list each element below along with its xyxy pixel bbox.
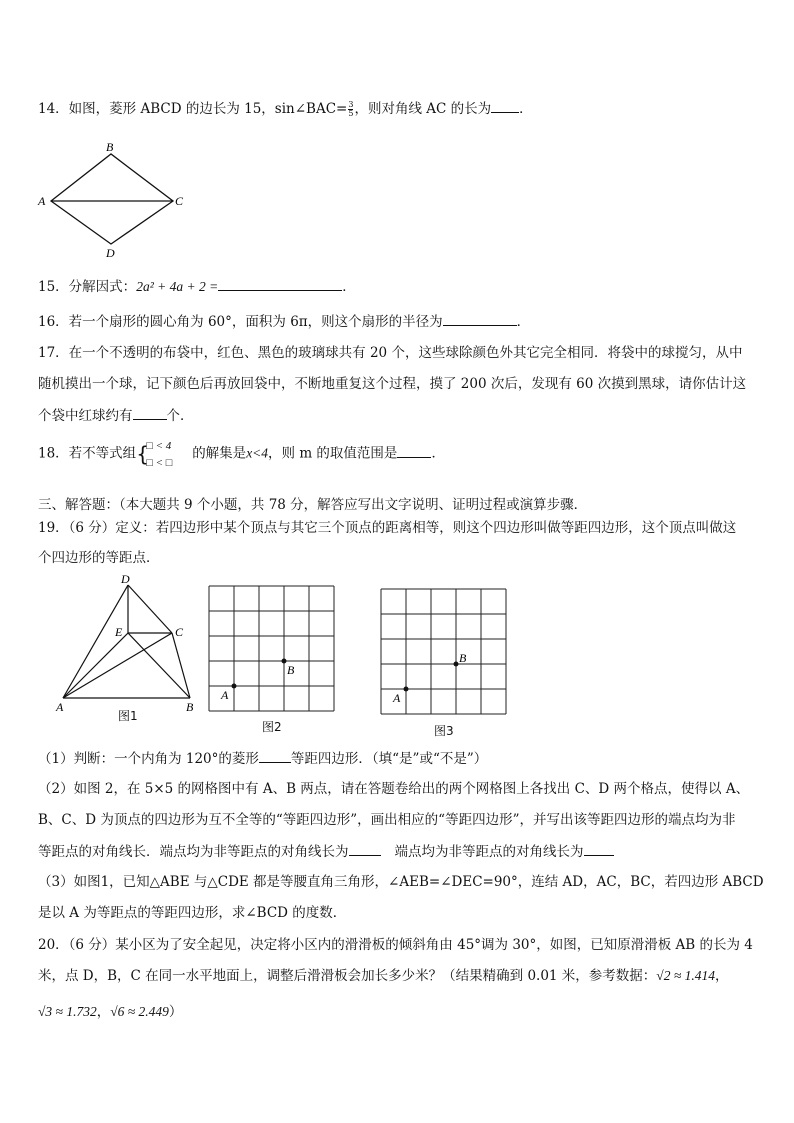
q18-answer-blank[interactable] <box>397 444 431 458</box>
fig3-point-a <box>404 687 409 692</box>
q18-text: 18．若不等式组 { □ < 4 □ < □ 的解集是x<4，则 m 的取值范围是 ． <box>38 439 445 469</box>
q17-line3: 个袋中红球约有 个． <box>38 408 194 424</box>
fig1-label-b: B <box>186 700 194 714</box>
figure1-caption: 图1 <box>118 709 138 723</box>
q15-answer-blank[interactable] <box>218 277 342 291</box>
rhombus-abcd <box>51 154 173 244</box>
fig3-label-a: A <box>393 691 401 705</box>
fig1-label-a: A <box>56 700 64 714</box>
solution-set: x<4 <box>246 445 269 461</box>
q19-diagonal-blank-1[interactable] <box>349 842 381 856</box>
left-brace: { <box>136 442 149 466</box>
inequality-row1: □ < 4 <box>146 440 172 452</box>
sqrt6-approx: √6 ≈ 2.449 <box>110 1004 169 1019</box>
fig1-label-c: C <box>175 625 184 639</box>
fig2-point-b <box>282 659 287 664</box>
q17-line2: 随机摸出一个球，记下颜色后再放回袋中，不断地重复这个过程，摸了 200 次后，发现有 60 次摸到黑球，请你估计这 <box>38 376 747 392</box>
fig3-label-b: B <box>459 651 467 665</box>
q16-answer-blank[interactable] <box>443 312 517 326</box>
q20-line1: 20．（6 分）某小区为了安全起见，决定将小区内的滑滑板的倾斜角由 45°调为 30°，如图，已知原滑滑板 AB 的长为 4 <box>38 937 753 953</box>
q14-answer-blank[interactable] <box>491 99 519 113</box>
fig1-label-e: E <box>115 625 123 639</box>
point-label-a: A <box>38 194 46 208</box>
figure2-caption: 图2 <box>262 720 282 734</box>
q19-part2-line2: B、C、D 为顶点的四边形为互不全等的“等距四边形”，画出相应的“等距四边形”，并写出该等距四边形的端点均为非 <box>38 812 736 828</box>
q20-line3: √3 ≈ 1.732，√6 ≈ 2.449） <box>38 1004 183 1020</box>
q17-answer-blank[interactable] <box>133 406 167 420</box>
q17-line1: 17．在一个不透明的布袋中，红色、黑色的玻璃球共有 20 个，这些球除颜色外其它完全相同．将袋中的球搅匀，从中 <box>38 345 743 361</box>
q14-text: 14．如图，菱形 ABCD 的边长为 15，sin∠BAC= $\frac{3}{5}$ ，则对角线 AC 的长为 ． <box>38 100 533 118</box>
figure1 <box>48 570 208 715</box>
rhombus-figure <box>34 140 194 265</box>
figure2-grid <box>206 583 338 713</box>
inequality-system <box>136 439 192 469</box>
q19-part1: （1）判断：一个内角为 120°的菱形 等距四边形．（填“是”或“不是”） <box>38 751 488 767</box>
q14-prefix: 14．如图，菱形 ABCD 的边长为 15，sin∠BAC= <box>38 101 348 117</box>
fig2-label-b: B <box>287 663 295 677</box>
q20-line2: 米，点 D，B，C 在同一水平地面上，调整后滑滑板会加长多少米？（结果精确到 0.01 米，参考数据：√2 ≈ 1.414， <box>38 968 729 984</box>
fig2-point-a <box>232 684 237 689</box>
fig2-label-a: A <box>221 688 229 702</box>
q15-expression: 2a² + 4a + 2 = <box>136 279 219 294</box>
point-label-b: B <box>106 140 114 154</box>
inequality-row2: □ < □ <box>146 457 173 469</box>
point-label-d: D <box>106 246 115 260</box>
q19-diagonal-blank-2[interactable] <box>584 842 614 856</box>
q14-suffix: ，则对角线 AC 的长为 <box>354 101 492 117</box>
figure3-grid <box>378 586 510 716</box>
fig3-point-b <box>454 662 459 667</box>
q19-line1: 19．（6 分）定义：若四边形中某个顶点与其它三个顶点的距离相等，则这个四边形叫做等距四边形，这个顶点叫做这 <box>38 520 737 536</box>
figure3-caption: 图3 <box>434 724 454 738</box>
fig1-label-d: D <box>121 572 130 586</box>
point-label-c: C <box>175 194 184 208</box>
sqrt2-approx: √2 ≈ 1.414 <box>656 968 715 983</box>
q19-part3-line1: （3）如图1，已知△ABE 与△CDE 都是等腰直角三角形，∠AEB=∠DEC=90°，连结 AD，AC，BC，若四边形 ABCD <box>38 874 764 890</box>
q16-text: 16．若一个扇形的圆心角为 60°，面积为 6π，则这个扇形的半径为 ． <box>38 314 531 330</box>
q19-part2-line1: （2）如图 2，在 5×5 的网格图中有 A、B 两点，请在答题卷给出的两个网格图上各找出 C、D 两个格点，使得以 A、 <box>38 781 750 797</box>
q19-part3-line2: 是以 A 为等距点的等距四边形，求∠BCD 的度数． <box>38 905 347 921</box>
fig1-seg-ad <box>63 585 128 698</box>
fig1-seg-dc <box>128 585 172 633</box>
sqrt3-approx: √3 ≈ 1.732 <box>38 1004 97 1019</box>
section3-title: 三、解答题：（本大题共 9 个小题，共 78 分，解答应写出文字说明、证明过程或演算步骤． <box>38 497 588 513</box>
q19-part2-line3: 等距点的对角线长．端点均为非等距点的对角线长为 端点均为非等距点的对角线长为 <box>38 842 614 861</box>
q19-part1-blank[interactable] <box>259 749 291 763</box>
q19-line2: 个四边形的等距点． <box>38 550 160 566</box>
q15-text: 15．分解因式：2a² + 4a + 2 = ． <box>38 279 356 295</box>
q14-fraction: $\frac{3}{5}$ <box>348 100 354 118</box>
